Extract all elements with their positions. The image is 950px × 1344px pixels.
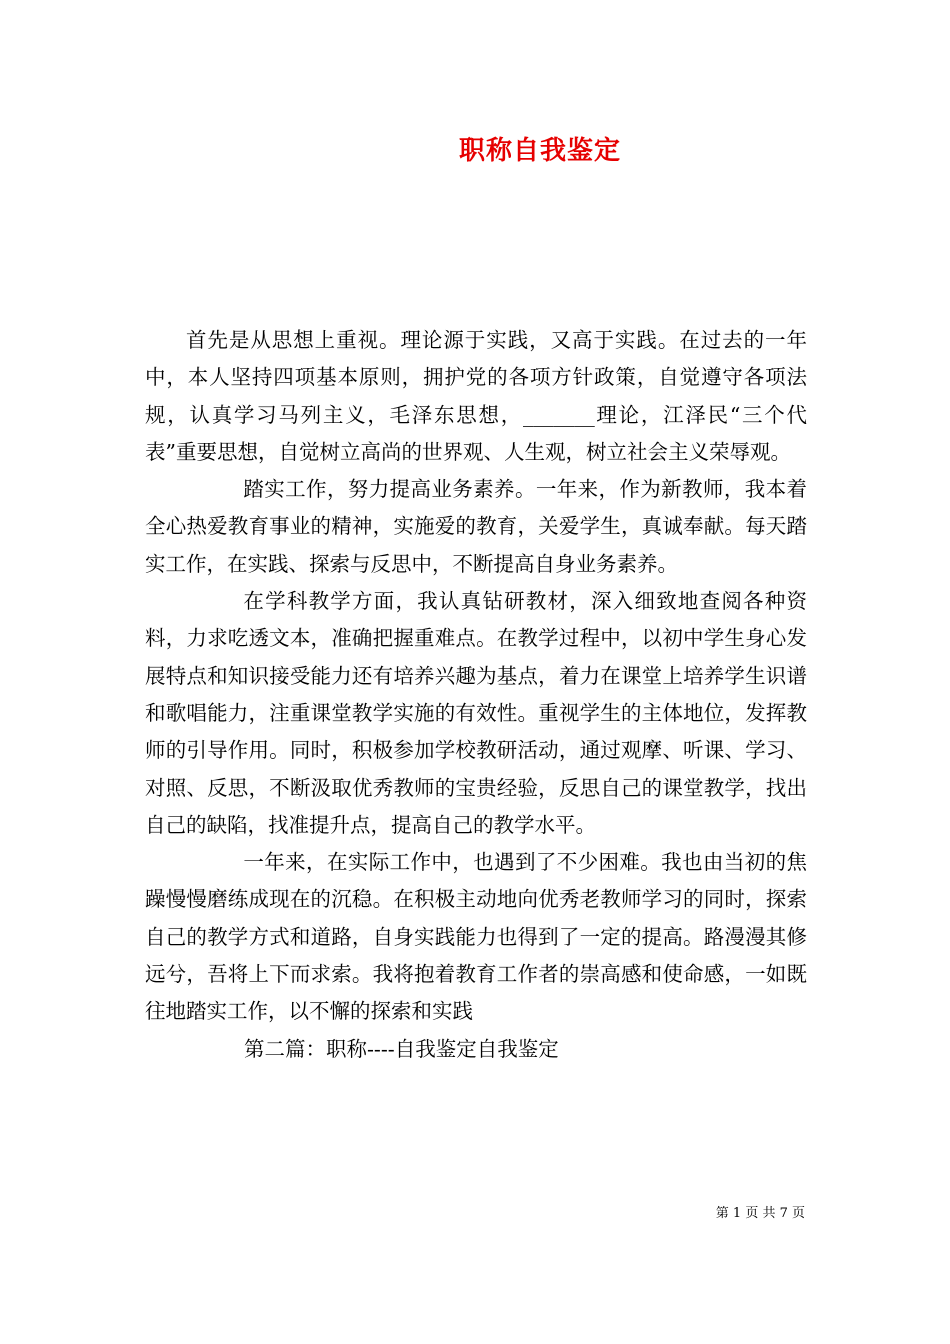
paragraph-ideology: 首先是从思想上重视。理论源于实践，又高于实践。在过去的一年中，本人坚持四项基本原则，拥护党的各项方针政策，自觉遵守各项法规，认真学习马列主义，毛泽东思想，_______理论，江泽民“三个代表”重要思想，自觉树立高尚的世界观、人生观，树立社会主义荣辱观。 bbox=[145, 328, 807, 464]
page-title: 职称自我鉴定 bbox=[458, 136, 621, 166]
section-heading: 第二篇：职称----自我鉴定自我鉴定 bbox=[244, 1036, 559, 1061]
document-body bbox=[145, 322, 807, 1068]
paragraph-reflection: 一年来，在实际工作中，也遇到了不少困难。我也由当初的焦躁慢慢磨练成现在的沉稳。在积极主动地向优秀老教师学习的同时，探索自己的教学方式和道路，自身实践能力也得到了一定的提高。路漫漫其修远兮，吾将上下而求索。我将抱着教育工作者的崇高感和使命感，一如既往地踏实工作，以不懈的探索和实践 bbox=[145, 850, 807, 1024]
paragraph-teaching: 在学科教学方面，我认真钻研教材，深入细致地查阅各种资料，力求吃透文本，准确把握重难点。在教学过程中，以初中学生身心发展特点和知识接受能力还有培养兴趣为基点，着力在课堂上培养学生识谱和歌唱能力，注重课堂教学实施的有效性。重视学生的主体地位，发挥教师的引导作用。同时，积极参加学校教研活动，通过观摩、听课、学习、对照、反思，不断汲取优秀教师的宝贵经验，反思自己的课堂教学，找出自己的缺陷，找准提升点，提高自己的教学水平。 bbox=[145, 589, 807, 837]
paragraph-work-attitude: 踏实工作，努力提高业务素养。一年来，作为新教师，我本着全心热爱教育事业的精神，实施爱的教育，关爱学生，真诚奉献。每天踏实工作，在实践、探索与反思中，不断提高自身业务素养。 bbox=[145, 477, 807, 576]
page-number: 第 1 页 共 7 页 bbox=[715, 1206, 805, 1221]
